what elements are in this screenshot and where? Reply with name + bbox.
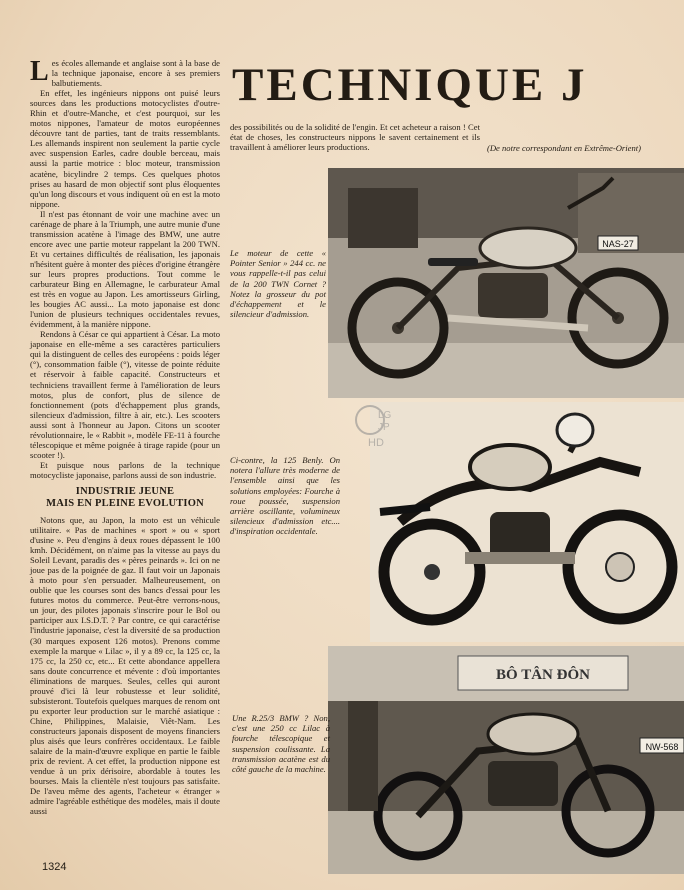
caption-photo2: Ci-contre, la 125 Benly. On notera l'allure très moderne de l'ensemble ainsi que les solutions employées: Fourche à roue poussée, suspension arrière oscillante, volumineux silencieux d'admission etc.... d'inspiration occidentale. (230, 455, 340, 537)
watermark-text: HD (368, 437, 384, 449)
license-plate: NW-568 (645, 742, 679, 752)
caption-photo1: Le moteur de cette « Pointer Senior » 244 cc. ne vous rappelle-t-il pas celui de la 200 TWN Cornet ? Notez la grosseur du pot d'échappement et le silencieur d'admission. (230, 248, 326, 320)
section-subheading (30, 486, 220, 510)
watermark-text: LG (378, 410, 392, 421)
watermark-logo (352, 404, 400, 450)
watermark-graphic (352, 404, 400, 450)
motorcycle-illustration (370, 402, 684, 642)
column-right-continuation: des possibilités ou de la solidité de l'engin. Et cet acheteur a raison ! Cet état de choses, les constructeurs nippons le savent certainement et ils travaillent à améliorer leurs productions. (230, 122, 480, 152)
watermark-text: JP (378, 422, 390, 433)
drop-cap: L (30, 56, 49, 87)
photo-pointer-senior (328, 168, 684, 398)
paragraph: Il n'est pas étonnant de voir une machine avec un carénage de phare à la Triumph, une autre munie d'une transmission acatène à l'image des BMW, une autre encore avec une partie moteur rappelant la 200 TWN. Et vu certaines difficultés de réalisation, les japonais n'hésitent guère à monter des pièces d'origine étrangère sur leurs propres productions. Tout comme le carburateur Bing en Allemagne, le carburateur Amal est très en vogue au Japon. Les amortisseurs Girling, les bougies AC aussi... La moto japonaise est donc l'union de plusieurs techniques occidentales revues, évidemment, à la manière nippone. (30, 208, 220, 330)
subheading-line: MAIS EN PLEINE EVOLUTION (46, 497, 204, 509)
column-left (30, 58, 220, 816)
paragraph: Notons que, au Japon, la moto est un véhicule utilitaire. « Pas de machines « sport » ou « sport d'usine ». Peu d'engins à deux roues dépassent le 100 kmh. Décidément, on n'aime pas la vitesse au pays du Soleil Levant, paradis des « pères peinards ». Ici on ne joue pas de la poignée de gaz. Il faut voir un Japonais à moto pour s'en persuader. Malheureusement, on oublie que les courses sont des bancs d'essai pour les futures motos du commerce. Peut-être verrons-nous, un jour, des pilotes japonais s'inscrire pour le Bol ou participer aux I.S.D.T. ? Par contre, ce qui caractérise l'industrie japonaise, c'est la diversité de sa production (30 marques exposent 126 motos). Prenons comme exemple la marque « Lilac », il y a 89 cc, la 125 cc, la 175 cc, la 250 cc, etc... Et cette abondance appellera sans doute concurrence et mévente : d'où importantes éliminations de marques. Seules, celles qui auront prouvé d'ici là leur robustesse et leur solidité, subsisteront. Toutefois quelques marques de renom ont pu exporter leur production sur le marché asiatique : Chine, Philippines, Malaisie, Viêt-Nam. Les constructeurs japonais disposent de moyens financiers plus aisés que leurs confrères occidentaux. Le faible salaire de la main-d'œuvre explique en partie le faible prix de revient. A cet effet, la production nippone est vendue à un prix dérisoire, abordable à toutes les bourses. Mais la clientèle n'est toujours pas satisfaite. De l'aveu même des agents, l'acheteur « étranger » admire l'agréable esthétique des modèles, mais il doute aussi (30, 514, 220, 817)
article-title: TECHNIQUE J (232, 59, 588, 111)
subheading-line: INDUSTRIE JEUNE (75, 485, 175, 497)
street-scene-illustration (328, 646, 684, 874)
page-number: 1324 (42, 861, 67, 873)
paragraph: Rendons à César ce qui appartient à César. La moto japonaise en elle-même a ses caractères particuliers qui la distinguent de celles des européens : poids léger (°), consommation faible (°), vitesse de pointe réduite et réservoir à faible capacité. Constructeurs et techniciens travaillent ferme à l'amélioration de leurs motos, plus de confort, plus de silence de fonctionnement (pots d'échappement plus grands, silencieux d'admission, filtre à air, etc.). Les scooters aussi sont à l'honneur au Japon. Citons un scooter révolutionnaire, le « Rabbit », modèle FE-11 à fourche télescopique et même poignée à tirage rapide (pour un scooter !). (30, 329, 220, 460)
photo-benly-125 (370, 402, 684, 642)
motorcycle-illustration (328, 168, 684, 398)
caption-photo3: Une R.25/3 BMW ? Non, c'est une 250 cc Lilac à fourche télescopique et suspension coulissante. La transmission acatène est du côté gauche de la machine. (232, 713, 330, 775)
license-plate: NAS-27 (602, 239, 634, 249)
paragraph: En effet, les ingénieurs nippons ont puisé leurs sources dans les productions motocyclistes d'outre-Rhin et d'outre-Manche, et c'est pourquoi, sur les motos nippones, l'amateur de motos européennes découvre tant de parties, tant de traits ressemblants. Les allemands inspirent non seulement la partie cycle avec suspension Earles, cadre double berceau, mais aussi la partie motrice : bloc moteur, transmission acatène, bicylindre 2 temps. Ces quelques photos prises au hasard de mon objectif sont plus éloquentes qu'un long discours et vous indiquent où en est la moto nippone. (30, 88, 220, 209)
paragraph: Et puisque nous parlons de la technique motocycliste japonaise, parlons aussi de son industrie. (30, 459, 220, 480)
intro-text: es écoles allemande et anglaise sont à la base de la technique japonaise, encore à ses premiers balbutiements. (51, 58, 220, 89)
photo-lilac-250 (328, 646, 684, 874)
intro-paragraph (30, 58, 220, 88)
shop-sign: BÔ TÂN ĐÔN (496, 667, 590, 683)
correspondent-credit: (De notre correspondant en Extrême-Orient) (486, 143, 641, 153)
